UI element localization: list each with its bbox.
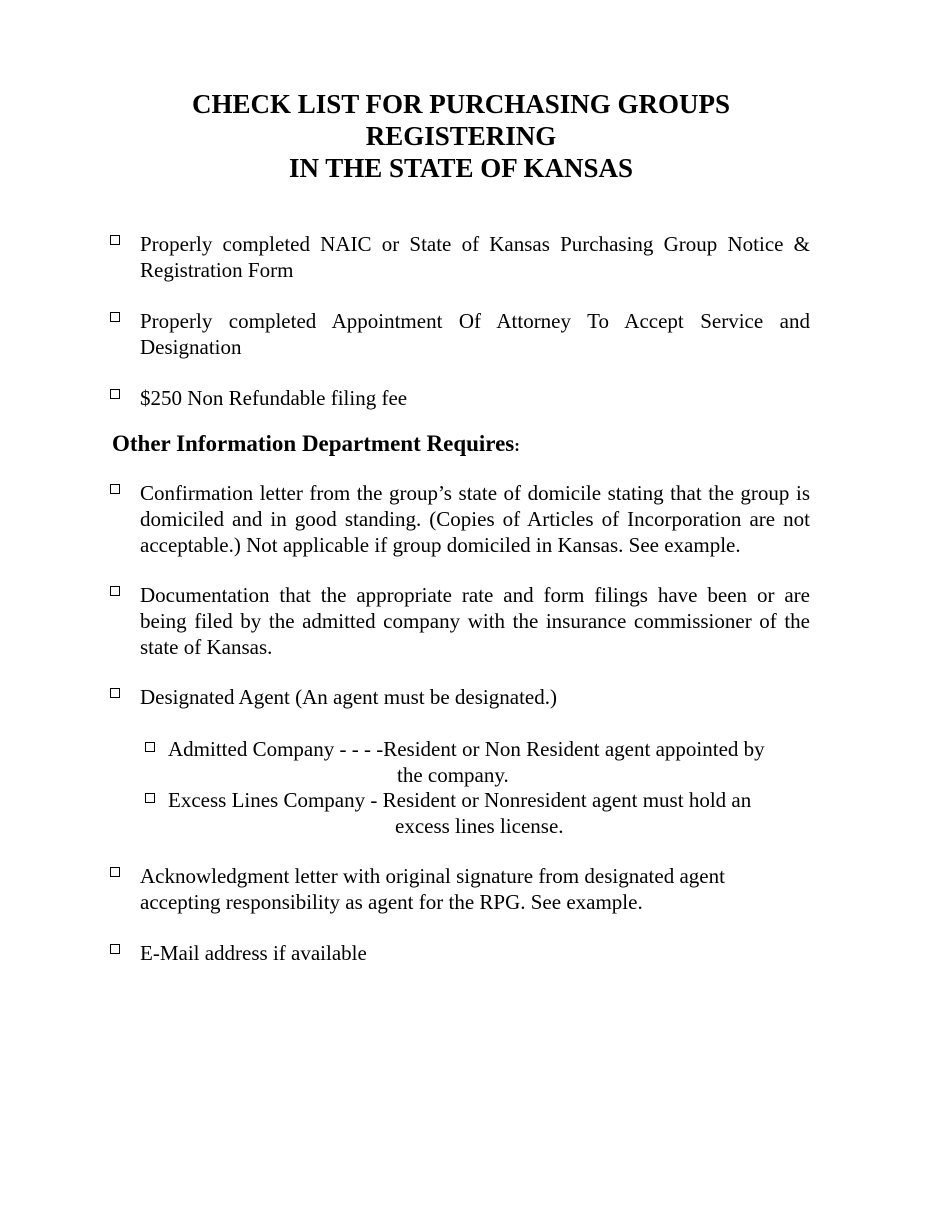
checklist-item [110, 385, 810, 411]
section-heading-text: Other Information Department Requires [112, 431, 515, 456]
sub-item-description: Resident or Nonresident agent must hold an [382, 788, 752, 812]
checkbox-icon[interactable] [110, 688, 120, 698]
checklist-item-text: Documentation that the appropriate rate and form filings have been or are being filed by the admitted company with the insurance commissioner of the state of Kansas. [140, 583, 810, 659]
sub-checklist-item [145, 736, 810, 788]
checkbox-icon[interactable] [145, 742, 155, 752]
section-heading-colon: : [514, 436, 520, 455]
checklist-item-text: Properly completed Appointment Of Attorney To Accept Service and Designation [140, 309, 810, 359]
checklist-item [110, 582, 810, 660]
checkbox-icon[interactable] [110, 389, 120, 399]
checklist-item [110, 863, 810, 915]
checklist-item-text: E-Mail address if available [140, 941, 367, 965]
sub-item-name: Excess Lines Company - [168, 788, 383, 812]
section-heading [112, 430, 520, 460]
checkbox-icon[interactable] [110, 312, 120, 322]
checklist-item [110, 480, 810, 558]
checkbox-icon[interactable] [110, 867, 120, 877]
checklist-item [110, 684, 810, 710]
title-line-1: CHECK LIST FOR PURCHASING GROUPS [191, 89, 731, 119]
checklist-item-text: $250 Non Refundable filing fee [140, 386, 408, 410]
checklist-item-text: Designated Agent (An agent must be designated.) [140, 685, 557, 709]
checkbox-icon[interactable] [110, 586, 120, 596]
checkbox-icon[interactable] [110, 484, 120, 494]
checkbox-icon[interactable] [110, 235, 120, 245]
sub-item-continuation: the company. [397, 763, 509, 787]
sub-checklist-item [145, 787, 810, 839]
page-title [0, 88, 922, 184]
sub-item-name: Admitted Company - - - - [168, 737, 384, 761]
checkbox-icon[interactable] [145, 793, 155, 803]
sub-item-continuation: excess lines license. [395, 814, 564, 838]
checklist-item-text: Acknowledgment letter with original signature from designated agent accepting responsibility as agent for the RPG. See example. [140, 864, 725, 914]
sub-item-description: Resident or Non Resident agent appointed by [383, 737, 765, 761]
checkbox-icon[interactable] [110, 944, 120, 954]
checklist-item [110, 231, 810, 283]
checklist-item [110, 940, 810, 966]
title-line-3: IN THE STATE OF KANSAS [288, 153, 634, 183]
checklist-item-text: Properly completed NAIC or State of Kansas Purchasing Group Notice & Registration Form [140, 232, 810, 282]
checklist-item-text: Confirmation letter from the group’s state of domicile stating that the group is domiciled and in good standing. (Copies of Articles of Incorporation are not acceptable.) Not applicable if group domiciled in Kansas. See example. [140, 481, 810, 557]
checklist-item [110, 308, 810, 360]
title-line-2: REGISTERING [365, 121, 557, 151]
